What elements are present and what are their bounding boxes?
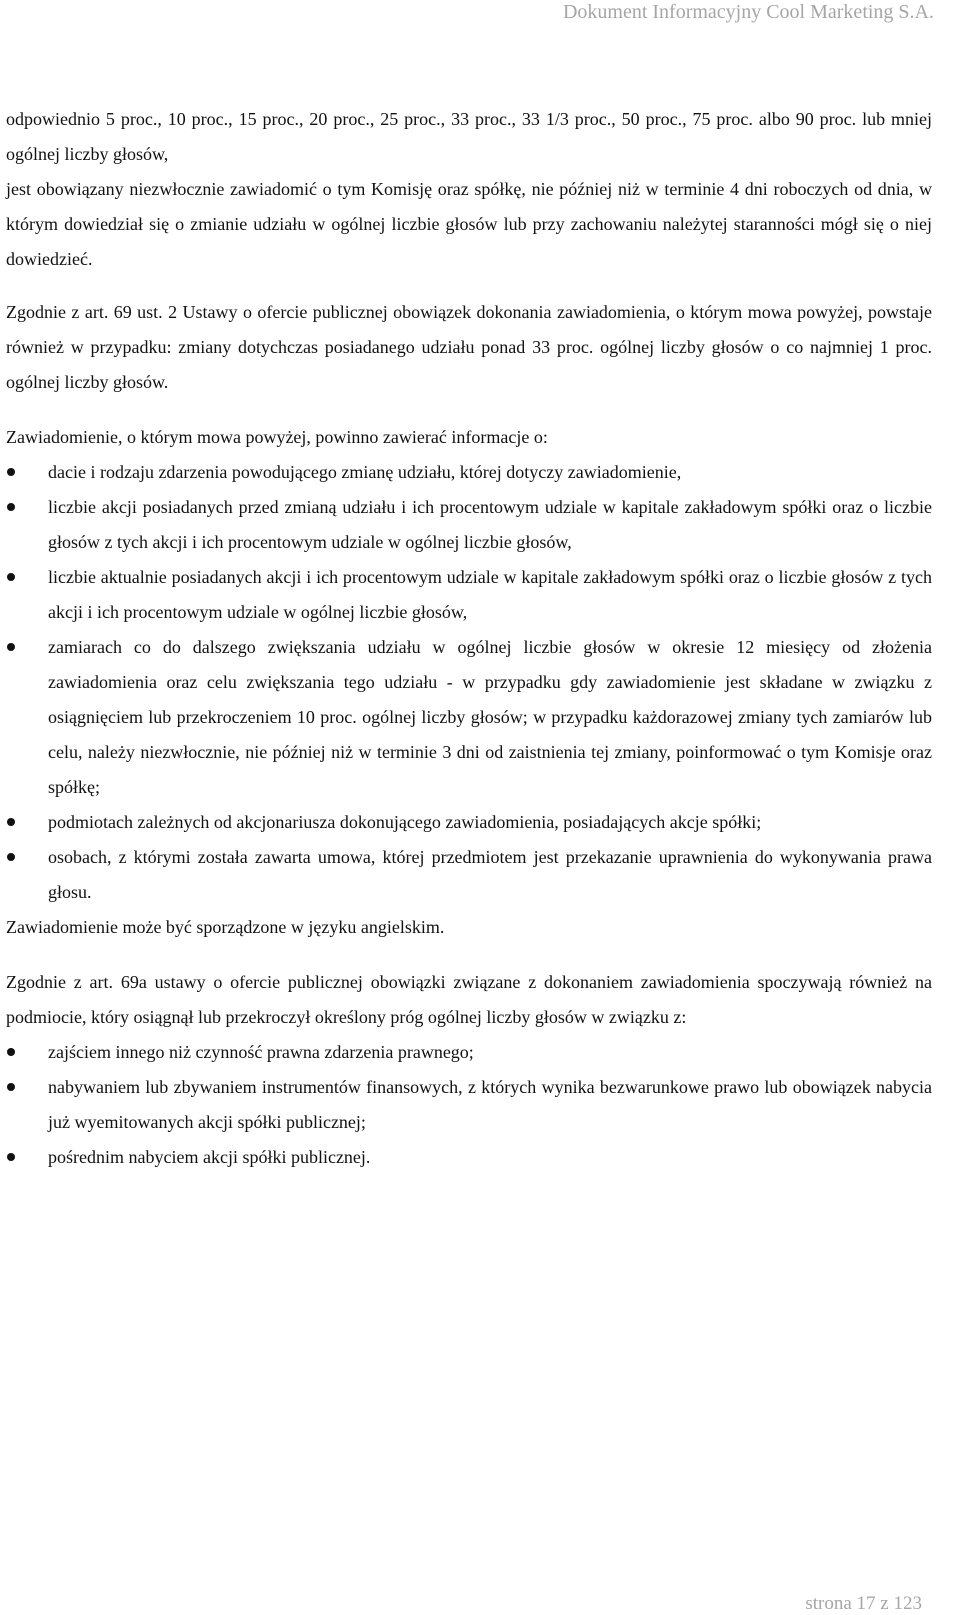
bullet-icon	[7, 818, 15, 826]
list-item: osobach, z którymi została zawarta umowa, której przedmiotem jest przekazanie uprawnienia do wykonywania prawa głosu.	[6, 840, 932, 910]
list-item: nabywaniem lub zbywaniem instrumentów finansowych, z których wynika bezwarunkowe prawo lub obowiązek nabycia już wyemitowanych akcji spółki publicznej;	[6, 1070, 932, 1140]
list-item: liczbie akcji posiadanych przed zmianą udziału i ich procentowym udziale w kapitale zakładowym spółki oraz o liczbie głosów z tych akcji i ich procentowym udziale w ogólnej liczbie głosów,	[6, 490, 932, 560]
list-item: zajściem innego niż czynność prawna zdarzenia prawnego;	[6, 1035, 932, 1070]
list-item: pośrednim nabyciem akcji spółki publicznej.	[6, 1140, 932, 1175]
list-item: dacie i rodzaju zdarzenia powodującego zmianę udziału, której dotyczy zawiadomienie,	[6, 455, 932, 490]
list-item: zamiarach co do dalszego zwiększania udziału w ogólnej liczbie głosów w okresie 12 miesięcy od złożenia zawiadomienia oraz celu zwiększania tego udziału - w przypadku gdy zawiadomienie jest składane w związku z osiągnięciem lub przekroczeniem 10 proc. ogólnej liczby głosów; w przypadku każdorazowej zmiany tych zamiarów lub celu, należy niezwłocznie, nie później niż w terminie 3 dni od zaistnienia tej zmiany, poinformować o tym Komisje oraz spółkę;	[6, 630, 932, 805]
bullet-icon	[7, 1153, 15, 1161]
document-header-title: Dokument Informacyjny Cool Marketing S.A.	[562, 1, 934, 23]
paragraph-art-69a: Zgodnie z art. 69a ustawy o ofercie publicznej obowiązki związane z dokonaniem zawiadomienia spoczywają również na podmiocie, który osiągnął lub przekroczył określony próg ogólnej liczby głosów w związku z:	[6, 972, 932, 1027]
page-body	[6, 102, 932, 1175]
bullet-icon	[7, 853, 15, 861]
paragraph-thresholds: odpowiednio 5 proc., 10 proc., 15 proc., 20 proc., 25 proc., 33 proc., 33 1/3 proc., 50 proc., 75 proc. albo 90 proc. lub mniej ogólnej liczby głosów,	[6, 109, 932, 164]
paragraph-art-69: Zgodnie z art. 69 ust. 2 Ustawy o ofercie publicznej obowiązek dokonania zawiadomienia, o którym mowa powyżej, powstaje również w przypadku: zmiany dotychczas posiadanego udziału ponad 33 proc. ogólnej liczby głosów o co najmniej 1 proc. ogólnej liczby głosów.	[6, 302, 932, 392]
list-item: liczbie aktualnie posiadanych akcji i ich procentowym udziale w kapitale zakładowym spółki oraz o liczbie głosów z tych akcji i ich procentowym udziale w ogólnej liczbie głosów,	[6, 560, 932, 630]
bullet-icon	[7, 468, 15, 476]
bullet-icon	[7, 643, 15, 651]
bullet-icon	[7, 503, 15, 511]
list-item: podmiotach zależnych od akcjonariusza dokonującego zawiadomienia, posiadających akcje spółki;	[6, 805, 932, 840]
notification-contents-list	[6, 455, 932, 910]
bullet-icon	[7, 1083, 15, 1091]
page-number: strona 17 z 123	[805, 1593, 922, 1614]
paragraph-notification-contents-intro: Zawiadomienie, o którym mowa powyżej, powinno zawierać informacje o:	[6, 427, 548, 447]
art-69a-list	[6, 1035, 932, 1175]
paragraph-language-note: Zawiadomienie może być sporządzone w języku angielskim.	[6, 917, 445, 937]
bullet-icon	[7, 573, 15, 581]
bullet-icon	[7, 1048, 15, 1056]
paragraph-notification-obligation: jest obowiązany niezwłocznie zawiadomić o tym Komisję oraz spółkę, nie później niż w terminie 4 dni roboczych od dnia, w którym dowiedział się o zmianie udziału w ogólnej liczbie głosów lub przy zachowaniu należytej staranności mógł się o niej dowiedzieć.	[6, 179, 932, 269]
